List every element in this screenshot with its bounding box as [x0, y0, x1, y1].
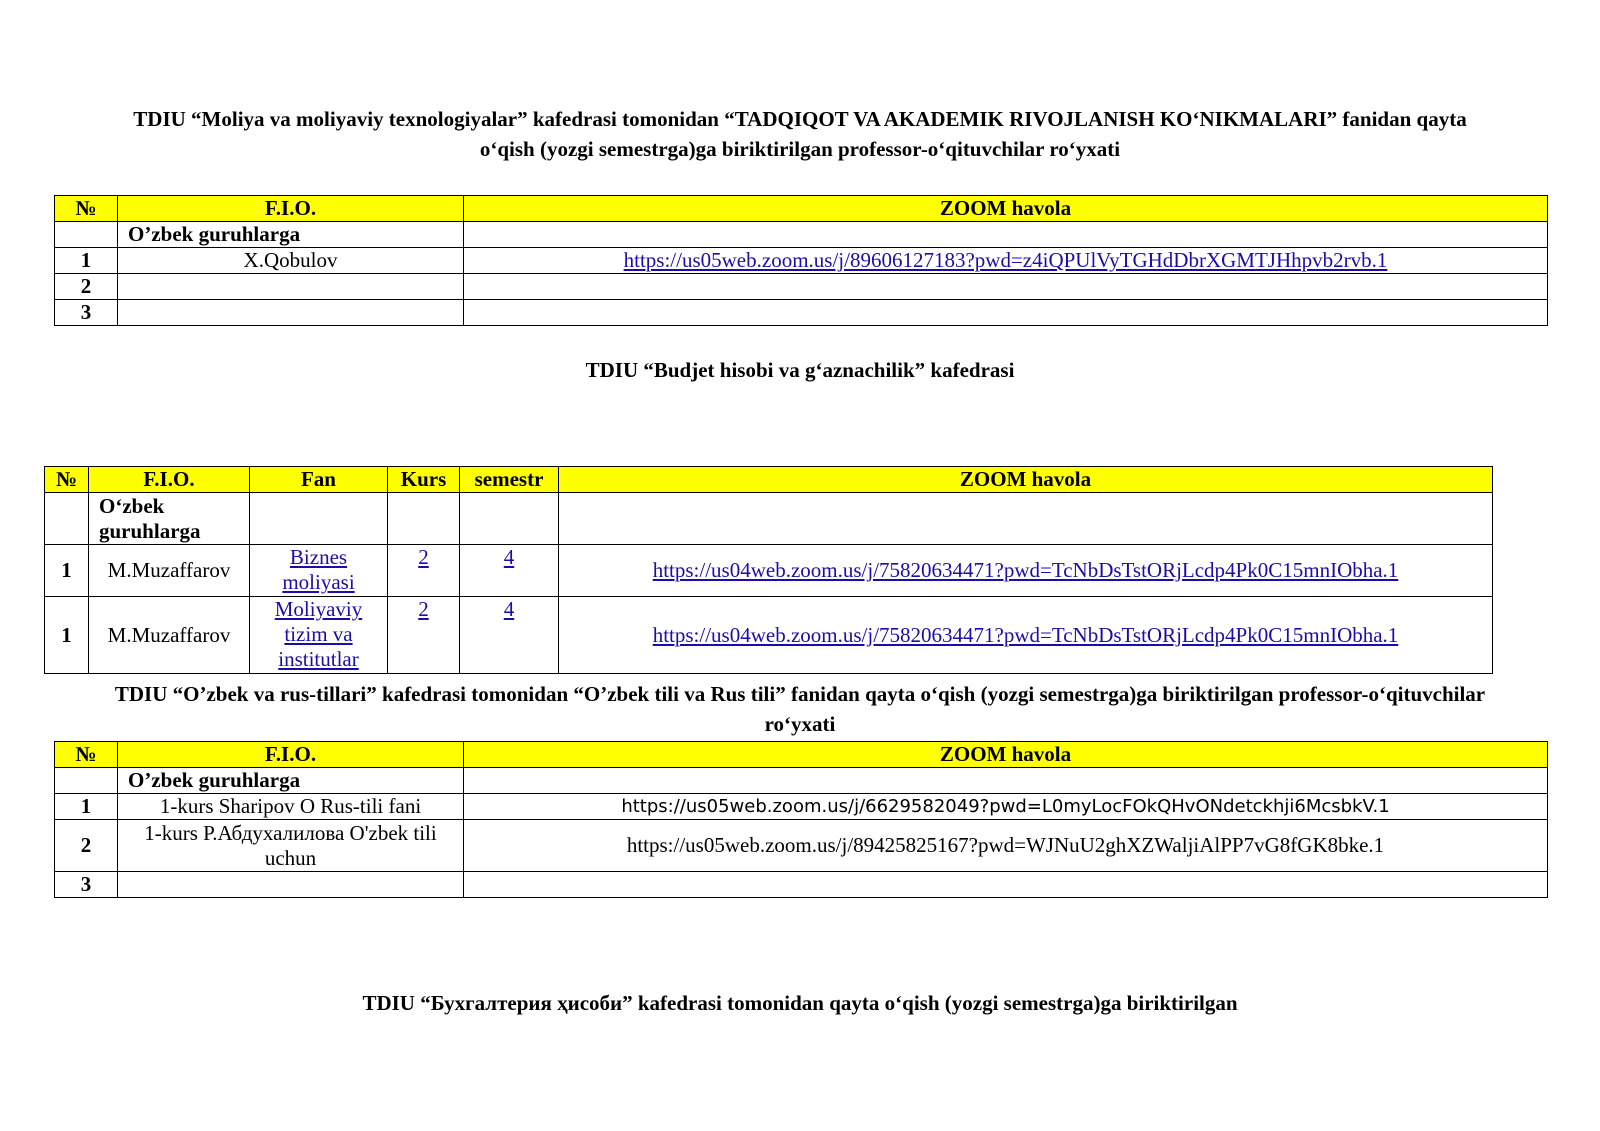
row-fio: 1-kurs Р.Абдухалилова O'zbek tili uchun — [118, 820, 464, 872]
row-num: 1 — [45, 545, 89, 597]
table-header-row — [45, 467, 1493, 493]
section1-table — [54, 195, 1548, 326]
section3-title-line1: TDIU “O’zbek va rus-tillari” kafedrasi tomonidan “O’zbek tili va Rus tili” fanidan qayta o‘qish (yozgi semestrga)ga biriktirilgan professor-o‘qituvchilar — [114, 682, 1486, 706]
section1-title-line1: TDIU “Moliya va moliyaviy texnologiyalar” kafedrasi tomonidan “TADQIQOT VA AKADEMIK RIVOJLANISH KO‘NIKMALARI” fanidan qayta — [133, 107, 1467, 131]
group-row — [45, 493, 1493, 545]
table-row — [45, 597, 1493, 674]
row-link: https://us05web.zoom.us/j/6629582049?pwd=L0myLocFOkQHvONdetckhji6McsbkV.1 — [464, 794, 1548, 820]
header-zoom: ZOOM havola — [559, 467, 1493, 493]
row-fio — [118, 300, 464, 326]
header-kurs: Kurs — [388, 467, 460, 493]
row-fio: M.Muzaffarov — [89, 545, 250, 597]
row-num: 2 — [55, 820, 118, 872]
row-num: 1 — [45, 597, 89, 674]
row-fio: 1-kurs Sharipov O Rus-tili fani — [118, 794, 464, 820]
row-num: 1 — [55, 248, 118, 274]
header-num: № — [55, 196, 118, 222]
row-fio: X.Qobulov — [118, 248, 464, 274]
section1-title — [40, 104, 1560, 164]
row-num: 1 — [55, 794, 118, 820]
kurs-link[interactable]: 2 — [418, 597, 429, 621]
table-header-row — [55, 196, 1548, 222]
table-row — [55, 820, 1548, 872]
row-num: 3 — [55, 872, 118, 898]
zoom-link[interactable]: https://us04web.zoom.us/j/75820634471?pwd=TcNbDsTstORjLcdp4Pk0C15mnIObha.1 — [652, 558, 1399, 582]
section4-title: TDIU “Бухгалтерия ҳисоби” kafedrasi tomonidan qayta o‘qish (yozgi semestrga)ga biriktirilgan — [362, 991, 1238, 1015]
table-header-row — [55, 742, 1548, 768]
group-row — [55, 768, 1548, 794]
row-num: 2 — [55, 274, 118, 300]
group-label: O‘zbek guruhlarga — [89, 493, 250, 545]
header-fio: F.I.O. — [118, 742, 464, 768]
row-fio: M.Muzaffarov — [89, 597, 250, 674]
semestr-link[interactable]: 4 — [503, 597, 515, 621]
row-link — [464, 872, 1548, 898]
fan-link[interactable]: Moliyaviy tizim va institutlar — [274, 597, 363, 671]
header-fio: F.I.O. — [89, 467, 250, 493]
semestr-link[interactable]: 4 — [503, 545, 515, 569]
table-row — [55, 300, 1548, 326]
table-row — [45, 545, 1493, 597]
table-row — [55, 274, 1548, 300]
section2-table — [44, 466, 1493, 674]
section1-title-line2: o‘qish (yozgi semestrga)ga biriktirilgan professor-o‘qituvchilar ro‘yxati — [479, 137, 1121, 161]
header-zoom: ZOOM havola — [464, 196, 1548, 222]
section3-table — [54, 741, 1548, 898]
table-row — [55, 248, 1548, 274]
group-row — [55, 222, 1548, 248]
group-label: O’zbek guruhlarga — [118, 768, 464, 794]
group-label: O’zbek guruhlarga — [118, 222, 464, 248]
zoom-link[interactable]: https://us05web.zoom.us/j/89606127183?pwd=z4iQPUlVyTGHdDbrXGMTJHhpvb2rvb.1 — [623, 248, 1388, 272]
fan-link[interactable]: Biznes moliyasi — [282, 545, 355, 594]
row-num: 3 — [55, 300, 118, 326]
header-num: № — [55, 742, 118, 768]
row-fio — [118, 872, 464, 898]
row-link: https://us05web.zoom.us/j/89425825167?pwd=WJNuU2ghXZWaljiAlPP7vG8fGK8bke.1 — [464, 820, 1548, 872]
table-row — [55, 794, 1548, 820]
header-num: № — [45, 467, 89, 493]
row-fio — [118, 274, 464, 300]
header-fio: F.I.O. — [118, 196, 464, 222]
kurs-link[interactable]: 2 — [418, 545, 429, 569]
row-link — [464, 274, 1548, 300]
header-semestr: semestr — [460, 467, 559, 493]
header-fan: Fan — [250, 467, 388, 493]
table-row — [55, 872, 1548, 898]
section2-title: TDIU “Budjet hisobi va g‘aznachilik” kafedrasi — [585, 358, 1015, 382]
row-link — [464, 300, 1548, 326]
zoom-link[interactable]: https://us04web.zoom.us/j/75820634471?pwd=TcNbDsTstORjLcdp4Pk0C15mnIObha.1 — [652, 622, 1399, 647]
header-zoom: ZOOM havola — [464, 742, 1548, 768]
section3-title-line2: ro‘yxati — [764, 712, 836, 736]
section3-title — [40, 679, 1560, 739]
